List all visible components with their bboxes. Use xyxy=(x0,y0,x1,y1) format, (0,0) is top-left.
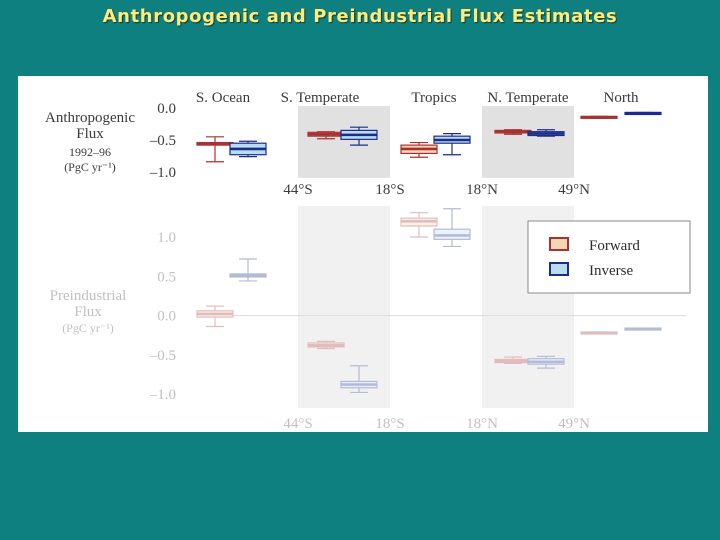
boundary-label: 49°N xyxy=(558,416,590,432)
forward-box-s-temperate xyxy=(308,341,344,348)
shade-band-s-temperate xyxy=(298,206,390,408)
legend-forward-swatch xyxy=(550,238,568,250)
y-tick-label: 1.0 xyxy=(157,230,176,246)
boundary-label: 18°S xyxy=(375,182,405,198)
boundary-label: 18°S xyxy=(375,416,405,432)
legend xyxy=(528,221,690,293)
y-tick-label: 0.0 xyxy=(157,308,176,325)
region-label-n-temperate: N. Temperate xyxy=(487,90,569,106)
region-label-s-temperate: S. Temperate xyxy=(280,90,360,106)
boundary-label: 18°N xyxy=(466,416,498,432)
boundary-label: 49°N xyxy=(558,182,590,198)
inverse-box-tropics xyxy=(434,209,470,247)
chart-panel xyxy=(18,76,708,432)
boundary-label: 44°S xyxy=(283,416,313,432)
slide-title: Anthropogenic and Preindustrial Flux Estimates xyxy=(102,6,618,27)
y-tick-label: 0.0 xyxy=(157,101,176,117)
y-tick-label: –1.0 xyxy=(149,165,176,181)
panel-label: Flux xyxy=(74,304,102,320)
legend-frame xyxy=(528,221,690,293)
shade-band-s-temperate xyxy=(298,106,390,178)
panel-units: (PgC yr⁻¹) xyxy=(62,321,114,335)
region-label-tropics: Tropics xyxy=(411,90,457,106)
inverse-box-s-ocean xyxy=(230,141,266,156)
boundary-label: 18°N xyxy=(466,182,498,198)
panel-label: Anthropogenic xyxy=(45,110,135,126)
inverse-box-north xyxy=(625,112,661,114)
panel-label: Flux xyxy=(76,126,104,142)
forward-box-north xyxy=(581,116,617,118)
panel-units: (PgC yr⁻¹) xyxy=(64,160,116,174)
forward-box-tropics xyxy=(401,213,437,237)
region-label-s-ocean: S. Ocean xyxy=(195,90,251,106)
boundary-label: 44°S xyxy=(283,182,313,198)
panel-label: Preindustrial xyxy=(49,288,127,304)
y-tick-label: –0.5 xyxy=(149,347,176,364)
y-tick-label: –0.5 xyxy=(149,133,176,149)
forward-box-tropics xyxy=(401,143,437,158)
shade-band-n-temperate xyxy=(482,106,574,178)
y-tick-label: –1.0 xyxy=(149,387,176,403)
flux-chart xyxy=(18,76,708,432)
inverse-box-s-ocean xyxy=(230,259,266,281)
forward-box-north xyxy=(581,332,617,334)
y-tick-label: 0.5 xyxy=(157,269,176,286)
inverse-box-north xyxy=(625,328,661,330)
legend-forward-label: Forward xyxy=(589,238,640,254)
legend-inverse-swatch xyxy=(550,263,568,275)
legend-inverse-label: Inverse xyxy=(589,263,634,279)
panel-period: 1992–96 xyxy=(69,145,111,159)
forward-box-s-ocean xyxy=(197,306,233,326)
inverse-box-tropics xyxy=(434,134,470,155)
panel-anthropogenic xyxy=(45,101,661,198)
forward-box-s-ocean xyxy=(197,137,233,162)
region-label-north: North xyxy=(603,90,639,106)
